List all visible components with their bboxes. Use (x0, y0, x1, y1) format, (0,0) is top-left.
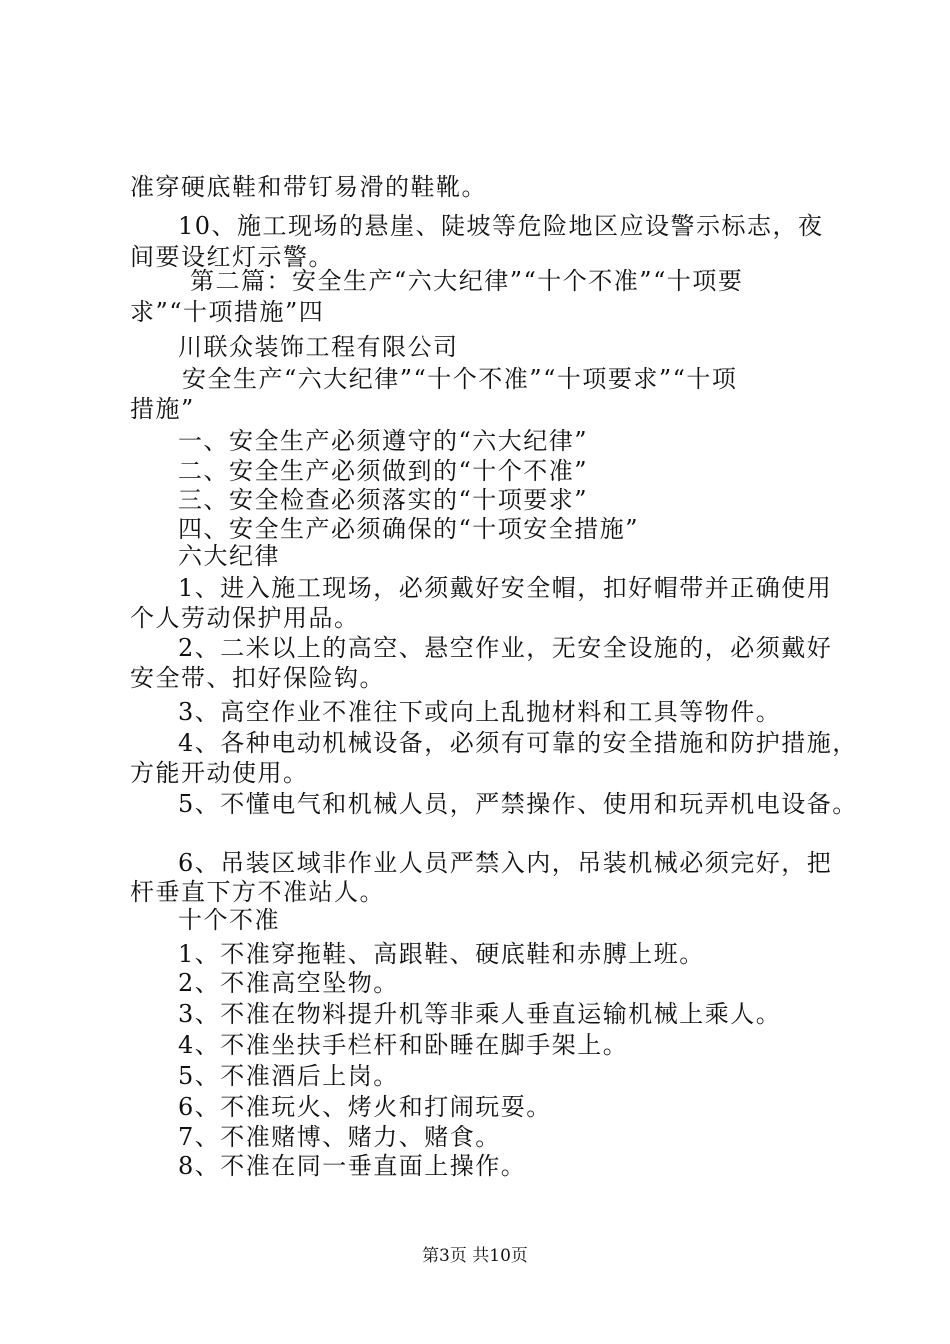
outline-item: 四、安全生产必须确保的“十项安全措施” (178, 515, 640, 543)
list-item: 4、不准坐扶手栏杆和卧睡在脚手架上。 (178, 1031, 629, 1059)
list-item: 6、吊装区域非作业人员严禁入内，吊装机械必须完好，把 (178, 849, 833, 877)
outline-item: 二、安全生产必须做到的“十个不准” (178, 457, 589, 485)
page-footer: 第3页 共10页 (422, 1246, 528, 1266)
list-item: 安全带、扣好保险钩。 (130, 664, 385, 692)
list-item: 1、进入施工现场，必须戴好安全帽，扣好帽带并正确使用 (178, 574, 833, 602)
outline-item: 一、安全生产必须遵守的“六大纪律” (178, 427, 589, 455)
list-item: 个人劳动保护用品。 (130, 604, 360, 632)
outline-item: 三、安全检查必须落实的“十项要求” (178, 486, 589, 514)
list-item: 5、不准酒后上岗。 (178, 1062, 399, 1090)
list-item: 1、不准穿拖鞋、高跟鞋、硬底鞋和赤膊上班。 (178, 940, 705, 968)
text-line: 间要设红灯示警。 (130, 243, 334, 271)
doc-title: 安全生产“六大纪律”“十个不准”“十项要求”“十项 (182, 365, 738, 393)
section-heading: 第二篇：安全生产“六大纪律”“十个不准”“十项要 (190, 267, 744, 295)
list-item: 8、不准在同一垂直面上操作。 (178, 1152, 527, 1180)
list-item: 6、不准玩火、烤火和打闹玩耍。 (178, 1093, 552, 1121)
list-item: 4、各种电动机械设备，必须有可靠的安全措施和防护措施， (178, 729, 858, 757)
list-item: 杆垂直下方不准站人。 (130, 878, 385, 906)
list-item: 5、不懂电气和机械人员，严禁操作、使用和玩弄机电设备。 (178, 790, 858, 818)
company-name: 川联众装饰工程有限公司 (178, 333, 459, 361)
section-heading: 求”“十项措施”四 (130, 298, 325, 326)
list-item: 7、不准赌博、赌力、赌食。 (178, 1123, 501, 1151)
doc-title: 措施” (130, 395, 195, 423)
list-item: 3、高空作业不准往下或向上乱抛材料和工具等物件。 (178, 698, 782, 726)
text-line: 10、施工现场的悬崖、陡坡等危险地区应设警示标志，夜 (178, 212, 824, 240)
subheading: 六大纪律 (178, 542, 280, 570)
list-item: 3、不准在物料提升机等非乘人垂直运输机械上乘人。 (178, 1000, 782, 1028)
list-item: 方能开动使用。 (130, 759, 309, 787)
list-item: 2、不准高空坠物。 (178, 969, 399, 997)
subheading: 十个不准 (178, 906, 280, 934)
list-item: 2、二米以上的高空、悬空作业，无安全设施的，必须戴好 (178, 634, 833, 662)
text-line: 准穿硬底鞋和带钉易滑的鞋靴。 (130, 173, 487, 201)
